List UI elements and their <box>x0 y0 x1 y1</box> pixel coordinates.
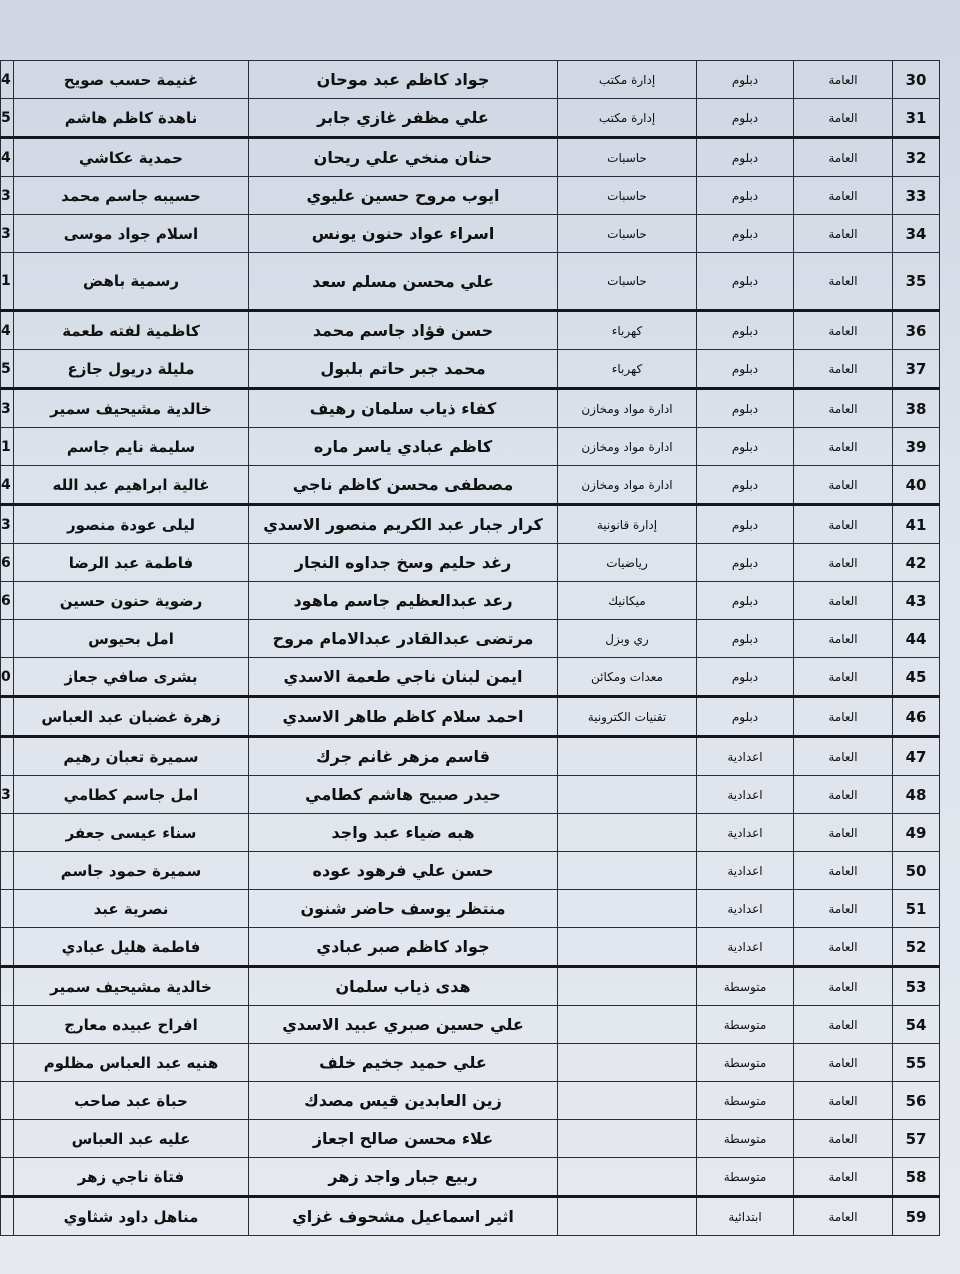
mother-name-cell: غنيمة حسب صويح <box>14 61 249 99</box>
mother-name-cell: زهرة غضبان عبد العباس <box>14 697 249 737</box>
table-row <box>1 215 940 253</box>
table-row <box>1 544 940 582</box>
row-number: 32 <box>893 138 940 177</box>
type-cell: العامة <box>794 697 893 737</box>
type-cell: العامة <box>794 350 893 389</box>
table-row <box>1 389 940 428</box>
mother-name-cell: رضوية حنون حسين <box>14 582 249 620</box>
full-name-cell: حنان منخي علي ريحان <box>249 138 558 177</box>
cut-off-cell: 3 <box>1 177 14 215</box>
cut-off-cell: 0 <box>1 658 14 697</box>
full-name-cell: جواد كاظم عبد موحان <box>249 61 558 99</box>
mother-name-cell: امل جاسم كطامي <box>14 776 249 814</box>
mother-name-cell: فاطمة هليل عبادي <box>14 928 249 967</box>
mother-name-cell: سميرة حمود جاسم <box>14 852 249 890</box>
qualification-cell: دبلوم <box>697 697 794 737</box>
full-name-cell: علي حميد جخيم خلف <box>249 1044 558 1082</box>
full-name-cell: كفاء ذياب سلمان رهيف <box>249 389 558 428</box>
type-cell: العامة <box>794 582 893 620</box>
qualification-cell: دبلوم <box>697 61 794 99</box>
type-cell: العامة <box>794 620 893 658</box>
mother-name-cell: بشرى صافي جعاز <box>14 658 249 697</box>
cut-off-cell: 4 <box>1 61 14 99</box>
table-row <box>1 737 940 776</box>
table-row <box>1 1158 940 1197</box>
qualification-cell: دبلوم <box>697 658 794 697</box>
cut-off-cell: 3 <box>1 776 14 814</box>
qualification-cell: دبلوم <box>697 505 794 544</box>
type-cell: العامة <box>794 1197 893 1236</box>
type-cell: العامة <box>794 890 893 928</box>
table-row <box>1 890 940 928</box>
cut-off-cell: 3 <box>1 505 14 544</box>
mother-name-cell: اسلام جواد موسى <box>14 215 249 253</box>
type-cell: العامة <box>794 177 893 215</box>
table-row <box>1 177 940 215</box>
specialty-cell: تقنيات الكترونية <box>558 697 697 737</box>
table-row <box>1 582 940 620</box>
qualification-cell: دبلوم <box>697 311 794 350</box>
row-number: 31 <box>893 99 940 138</box>
full-name-cell: ايوب مروح حسين عليوي <box>249 177 558 215</box>
full-name-cell: اسراء عواد حنون يونس <box>249 215 558 253</box>
type-cell: العامة <box>794 1120 893 1158</box>
row-number: 39 <box>893 428 940 466</box>
specialty-cell: حاسبات <box>558 215 697 253</box>
specialty-cell <box>558 1044 697 1082</box>
type-cell: العامة <box>794 466 893 505</box>
row-number: 45 <box>893 658 940 697</box>
qualification-cell: متوسطة <box>697 1158 794 1197</box>
specialty-cell <box>558 776 697 814</box>
mother-name-cell: عليه عبد العباس <box>14 1120 249 1158</box>
full-name-cell: ربيع جبار واجد زهر <box>249 1158 558 1197</box>
cut-off-cell <box>1 890 14 928</box>
table-row <box>1 1044 940 1082</box>
table-row <box>1 658 940 697</box>
table-row <box>1 311 940 350</box>
specialty-cell: إدارة قانونية <box>558 505 697 544</box>
row-number: 37 <box>893 350 940 389</box>
qualification-cell: متوسطة <box>697 1006 794 1044</box>
row-number: 40 <box>893 466 940 505</box>
type-cell: العامة <box>794 253 893 311</box>
cut-off-cell <box>1 1120 14 1158</box>
row-number: 54 <box>893 1006 940 1044</box>
specialty-cell <box>558 814 697 852</box>
row-number: 49 <box>893 814 940 852</box>
table-row <box>1 928 940 967</box>
qualification-cell: متوسطة <box>697 1120 794 1158</box>
table-row <box>1 852 940 890</box>
qualification-cell: دبلوم <box>697 428 794 466</box>
mother-name-cell: امل بحيوس <box>14 620 249 658</box>
cut-off-cell: 5 <box>1 99 14 138</box>
mother-name-cell: خالدية مشيحيف سمير <box>14 967 249 1006</box>
type-cell: العامة <box>794 928 893 967</box>
specialty-cell: كهرباء <box>558 311 697 350</box>
specialty-cell: إدارة مكتب <box>558 61 697 99</box>
mother-name-cell: فتاة ناجي زهر <box>14 1158 249 1197</box>
specialty-cell <box>558 852 697 890</box>
full-name-cell: منتظر يوسف حاضر شنون <box>249 890 558 928</box>
row-number: 52 <box>893 928 940 967</box>
qualification-cell: متوسطة <box>697 1044 794 1082</box>
row-number: 42 <box>893 544 940 582</box>
full-name-cell: احمد سلام كاظم طاهر الاسدي <box>249 697 558 737</box>
specialty-cell <box>558 890 697 928</box>
full-name-cell: زين العابدين قيس مصدك <box>249 1082 558 1120</box>
qualification-cell: اعدادية <box>697 814 794 852</box>
qualification-cell: دبلوم <box>697 177 794 215</box>
mother-name-cell: افراح عبيده معارج <box>14 1006 249 1044</box>
type-cell: العامة <box>794 544 893 582</box>
table-row <box>1 428 940 466</box>
mother-name-cell: حباة عبد صاحب <box>14 1082 249 1120</box>
mother-name-cell: مليلة دريول جازع <box>14 350 249 389</box>
cut-off-cell <box>1 1197 14 1236</box>
type-cell: العامة <box>794 99 893 138</box>
table-row <box>1 505 940 544</box>
qualification-cell: اعدادية <box>697 776 794 814</box>
row-number: 47 <box>893 737 940 776</box>
row-number: 46 <box>893 697 940 737</box>
cut-off-cell: 1 <box>1 253 14 311</box>
qualification-cell: ابتدائية <box>697 1197 794 1236</box>
type-cell: العامة <box>794 1082 893 1120</box>
type-cell: العامة <box>794 138 893 177</box>
qualification-cell: دبلوم <box>697 389 794 428</box>
full-name-cell: علاء محسن صالح اجعاز <box>249 1120 558 1158</box>
table-row <box>1 967 940 1006</box>
cut-off-cell: 4 <box>1 466 14 505</box>
type-cell: العامة <box>794 737 893 776</box>
mother-name-cell: غالية ابراهيم عبد الله <box>14 466 249 505</box>
specialty-cell: حاسبات <box>558 253 697 311</box>
row-number: 35 <box>893 253 940 311</box>
specialty-cell: معدات ومكائن <box>558 658 697 697</box>
type-cell: العامة <box>794 1158 893 1197</box>
type-cell: العامة <box>794 852 893 890</box>
cut-off-cell <box>1 928 14 967</box>
specialty-cell: كهرباء <box>558 350 697 389</box>
table-body <box>1 61 940 1236</box>
table-row <box>1 350 940 389</box>
full-name-cell: ايمن لبنان ناجي طعمة الاسدي <box>249 658 558 697</box>
full-name-cell: هدى ذياب سلمان <box>249 967 558 1006</box>
table-row <box>1 776 940 814</box>
mother-name-cell: فاطمة عبد الرضا <box>14 544 249 582</box>
full-name-cell: حيدر صبيح هاشم كطامي <box>249 776 558 814</box>
specialty-cell <box>558 1158 697 1197</box>
full-name-cell: حسن فؤاد جاسم محمد <box>249 311 558 350</box>
mother-name-cell: سليمة نايم جاسم <box>14 428 249 466</box>
table-row <box>1 620 940 658</box>
row-number: 51 <box>893 890 940 928</box>
table-row <box>1 1120 940 1158</box>
cut-off-cell: 3 <box>1 215 14 253</box>
qualification-cell: اعدادية <box>697 928 794 967</box>
table-row <box>1 1006 940 1044</box>
mother-name-cell: حسيبه جاسم محمد <box>14 177 249 215</box>
table-row <box>1 697 940 737</box>
qualification-cell: متوسطة <box>697 967 794 1006</box>
mother-name-cell: رسمية باهض <box>14 253 249 311</box>
qualification-cell: دبلوم <box>697 544 794 582</box>
row-number: 48 <box>893 776 940 814</box>
row-number: 50 <box>893 852 940 890</box>
row-number: 38 <box>893 389 940 428</box>
specialty-cell <box>558 1006 697 1044</box>
cut-off-cell <box>1 852 14 890</box>
table-row <box>1 814 940 852</box>
row-number: 41 <box>893 505 940 544</box>
cut-off-cell: 6 <box>1 544 14 582</box>
specialty-cell: إدارة مكتب <box>558 99 697 138</box>
cut-off-cell <box>1 620 14 658</box>
full-name-cell: مرتضى عبدالقادر عبدالامام مروح <box>249 620 558 658</box>
specialty-cell <box>558 967 697 1006</box>
row-number: 55 <box>893 1044 940 1082</box>
specialty-cell <box>558 1197 697 1236</box>
qualification-cell: دبلوم <box>697 99 794 138</box>
mother-name-cell: سناء عيسى جعفر <box>14 814 249 852</box>
cut-off-cell <box>1 1044 14 1082</box>
table-row <box>1 1082 940 1120</box>
full-name-cell: رغد حليم وسخ جداوه النجار <box>249 544 558 582</box>
cut-off-cell <box>1 1158 14 1197</box>
table-row <box>1 99 940 138</box>
specialty-cell: ادارة مواد ومخازن <box>558 428 697 466</box>
mother-name-cell: ليلى عودة منصور <box>14 505 249 544</box>
qualification-cell: دبلوم <box>697 582 794 620</box>
qualification-cell: دبلوم <box>697 138 794 177</box>
row-number: 33 <box>893 177 940 215</box>
cut-off-cell <box>1 1006 14 1044</box>
type-cell: العامة <box>794 61 893 99</box>
type-cell: العامة <box>794 428 893 466</box>
full-name-cell: حسن علي فرهود عوده <box>249 852 558 890</box>
cut-off-cell <box>1 814 14 852</box>
cut-off-cell: 6 <box>1 582 14 620</box>
mother-name-cell: نصرية عبد <box>14 890 249 928</box>
full-name-cell: محمد جبر حاتم بلبول <box>249 350 558 389</box>
type-cell: العامة <box>794 814 893 852</box>
row-number: 56 <box>893 1082 940 1120</box>
row-number: 57 <box>893 1120 940 1158</box>
full-name-cell: مصطفى محسن كاظم ناجي <box>249 466 558 505</box>
full-name-cell: كرار جبار عبد الكريم منصور الاسدي <box>249 505 558 544</box>
qualification-cell: دبلوم <box>697 215 794 253</box>
full-name-cell: علي حسين صبري عبيد الاسدي <box>249 1006 558 1044</box>
mother-name-cell: كاظمية لفته طعمة <box>14 311 249 350</box>
full-name-cell: كاظم عبادي ياسر ماره <box>249 428 558 466</box>
row-number: 58 <box>893 1158 940 1197</box>
table-row <box>1 253 940 311</box>
specialty-cell: حاسبات <box>558 138 697 177</box>
table-row <box>1 138 940 177</box>
qualification-cell: دبلوم <box>697 620 794 658</box>
mother-name-cell: هنيه عبد العباس مظلوم <box>14 1044 249 1082</box>
specialty-cell <box>558 928 697 967</box>
full-name-cell: علي محسن مسلم سعد <box>249 253 558 311</box>
qualification-cell: دبلوم <box>697 253 794 311</box>
cut-off-cell: 1 <box>1 428 14 466</box>
specialty-cell: ادارة مواد ومخازن <box>558 389 697 428</box>
specialty-cell: ادارة مواد ومخازن <box>558 466 697 505</box>
mother-name-cell: سميرة تعبان رهيم <box>14 737 249 776</box>
specialty-cell <box>558 737 697 776</box>
type-cell: العامة <box>794 776 893 814</box>
specialty-cell: رياضيات <box>558 544 697 582</box>
full-name-cell: هبه ضياء عبد واجد <box>249 814 558 852</box>
specialty-cell <box>558 1082 697 1120</box>
employee-list-table <box>0 60 940 1236</box>
qualification-cell: دبلوم <box>697 466 794 505</box>
type-cell: العامة <box>794 215 893 253</box>
full-name-cell: قاسم مزهر غانم جرك <box>249 737 558 776</box>
qualification-cell: متوسطة <box>697 1082 794 1120</box>
cut-off-cell: 4 <box>1 311 14 350</box>
type-cell: العامة <box>794 658 893 697</box>
row-number: 30 <box>893 61 940 99</box>
table-row <box>1 1197 940 1236</box>
specialty-cell: ميكانيك <box>558 582 697 620</box>
qualification-cell: دبلوم <box>697 350 794 389</box>
table-row <box>1 466 940 505</box>
type-cell: العامة <box>794 505 893 544</box>
full-name-cell: رعد عبدالعظيم جاسم ماهود <box>249 582 558 620</box>
row-number: 43 <box>893 582 940 620</box>
cut-off-cell: 3 <box>1 389 14 428</box>
cut-off-cell: 5 <box>1 350 14 389</box>
full-name-cell: جواد كاظم صبر عبادي <box>249 928 558 967</box>
cut-off-cell: 4 <box>1 138 14 177</box>
row-number: 36 <box>893 311 940 350</box>
full-name-cell: علي مظفر غازي جابر <box>249 99 558 138</box>
cut-off-cell <box>1 737 14 776</box>
type-cell: العامة <box>794 311 893 350</box>
mother-name-cell: ناهدة كاظم هاشم <box>14 99 249 138</box>
qualification-cell: اعدادية <box>697 852 794 890</box>
qualification-cell: اعدادية <box>697 737 794 776</box>
type-cell: العامة <box>794 1044 893 1082</box>
type-cell: العامة <box>794 967 893 1006</box>
row-number: 59 <box>893 1197 940 1236</box>
specialty-cell: حاسبات <box>558 177 697 215</box>
type-cell: العامة <box>794 1006 893 1044</box>
mother-name-cell: حمدية عكاشي <box>14 138 249 177</box>
specialty-cell: ري وبزل <box>558 620 697 658</box>
row-number: 53 <box>893 967 940 1006</box>
full-name-cell: اثير اسماعيل مشحوف غزاي <box>249 1197 558 1236</box>
cut-off-cell <box>1 697 14 737</box>
cut-off-cell <box>1 967 14 1006</box>
cut-off-cell <box>1 1082 14 1120</box>
mother-name-cell: مناهل داود شثاوي <box>14 1197 249 1236</box>
row-number: 44 <box>893 620 940 658</box>
qualification-cell: اعدادية <box>697 890 794 928</box>
specialty-cell <box>558 1120 697 1158</box>
type-cell: العامة <box>794 389 893 428</box>
table-row <box>1 61 940 99</box>
row-number: 34 <box>893 215 940 253</box>
mother-name-cell: خالدية مشيحيف سمير <box>14 389 249 428</box>
